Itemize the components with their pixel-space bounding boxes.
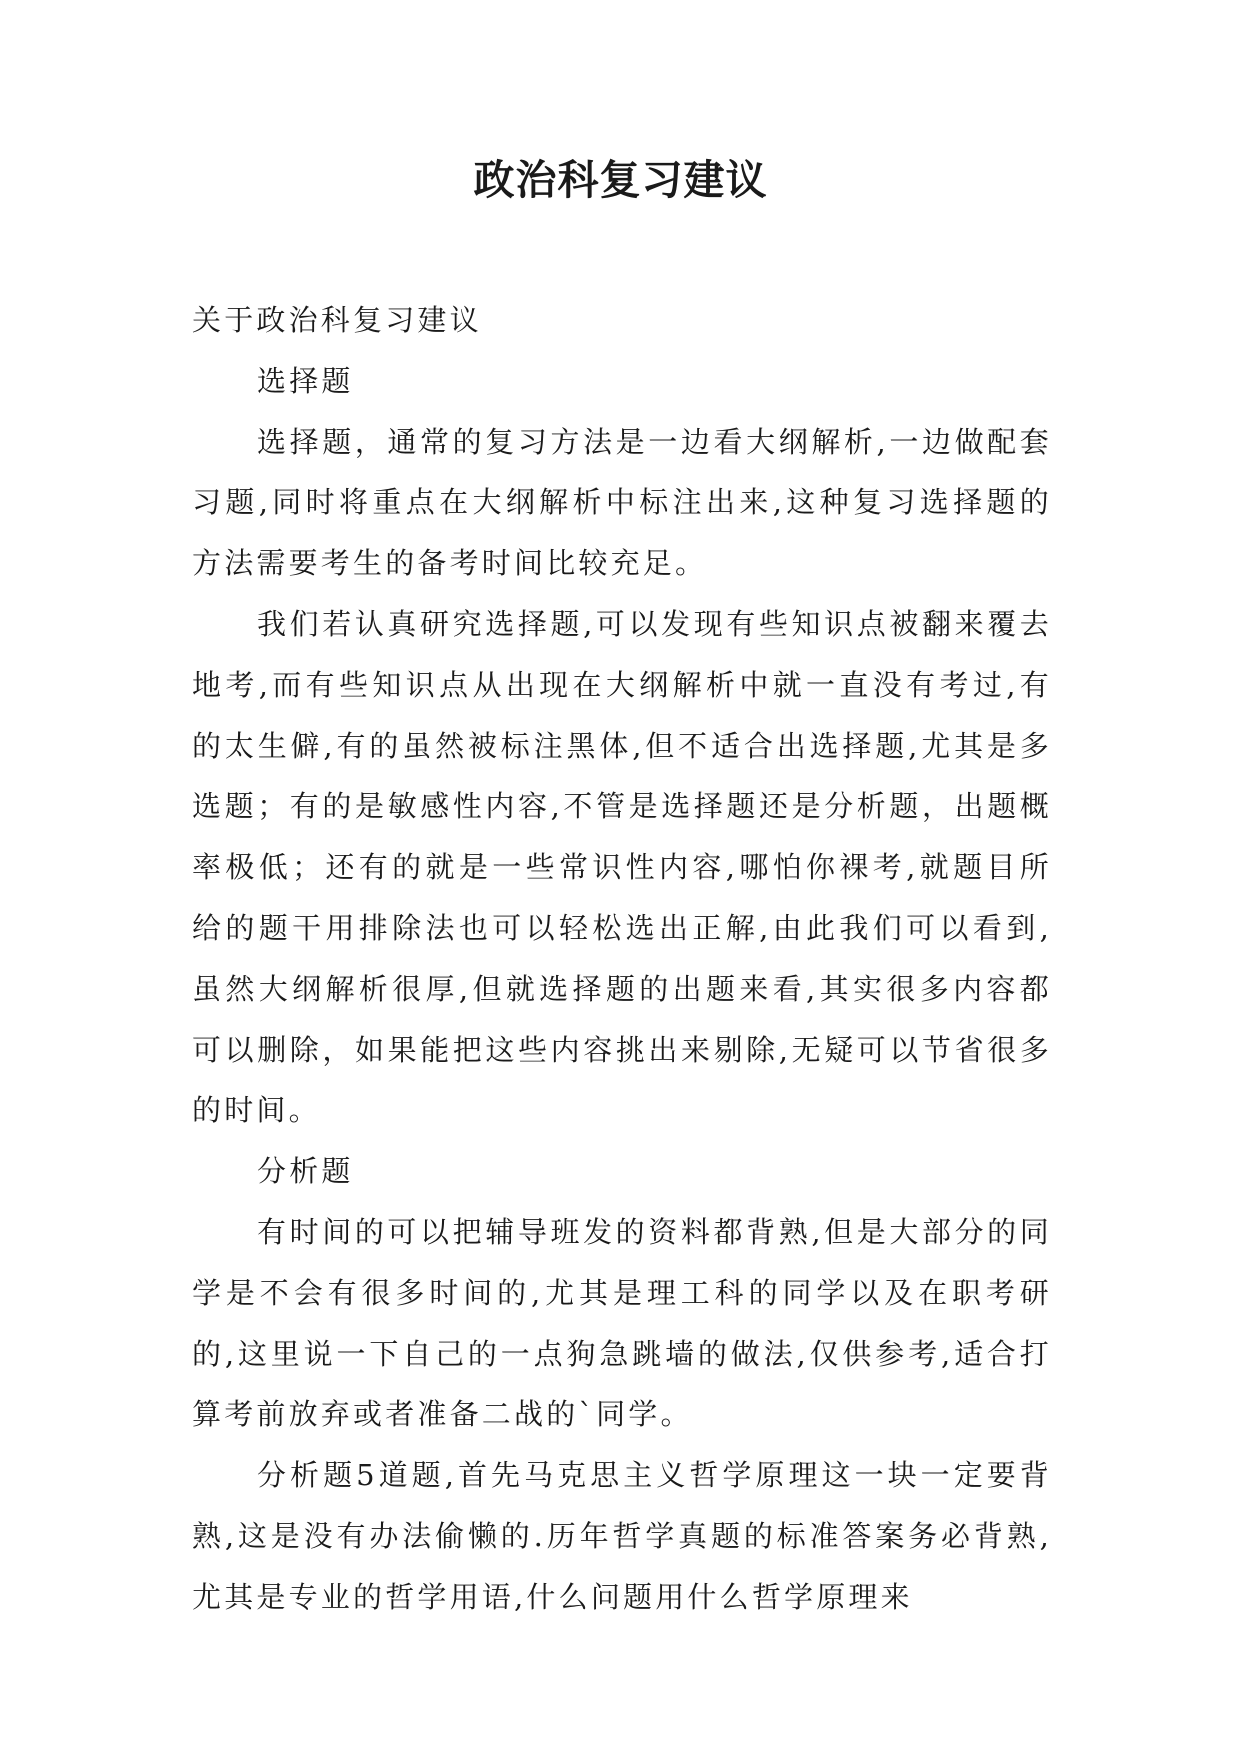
document-title: 政治科复习建议: [473, 156, 768, 204]
section-heading-analysis: 分析题: [257, 1154, 354, 1189]
document-body: [192, 290, 1052, 1628]
paragraph: 有时间的可以把辅导班发的资料都背熟,但是大部分的同学是不会有很多时间的,尤其是理工科的同学以及在职考研的,这里说一下自己的一点狗急跳墙的做法,仅供参考,适合打算考前放弃或者准备二战的`同学。: [192, 1214, 1052, 1432]
document-subtitle: 关于政治科复习建议: [192, 303, 482, 337]
paragraph: 分析题5道题,首先马克思主义哲学原理这一块一定要背熟,这是没有办法偷懒的.历年哲学真题的标准答案务必背熟,尤其是专业的哲学用语,什么问题用什么哲学原理来: [192, 1458, 1052, 1614]
paragraph: 我们若认真研究选择题,可以发现有些知识点被翻来覆去地考,而有些知识点从出现在大纲解析中就一直没有考过,有的太生僻,有的虽然被标注黑体,但不适合出选择题,尤其是多选题；有的是敏感性内容,不管是选择题还是分析题，出题概率极低；还有的就是一些常识性内容,哪怕你裸考,就题目所给的题干用排除法也可以轻松选出正解,由此我们可以看到,虽然大纲解析很厚,但就选择题的出题来看,其实很多内容都可以删除，如果能把这些内容挑出来剔除,无疑可以节省很多的时间。: [192, 606, 1052, 1128]
paragraph: 选择题，通常的复习方法是一边看大纲解析,一边做配套习题,同时将重点在大纲解析中标注出来,这种复习选择题的方法需要考生的备考时间比较充足。: [192, 424, 1052, 581]
section-heading-choice: 选择题: [257, 363, 354, 398]
